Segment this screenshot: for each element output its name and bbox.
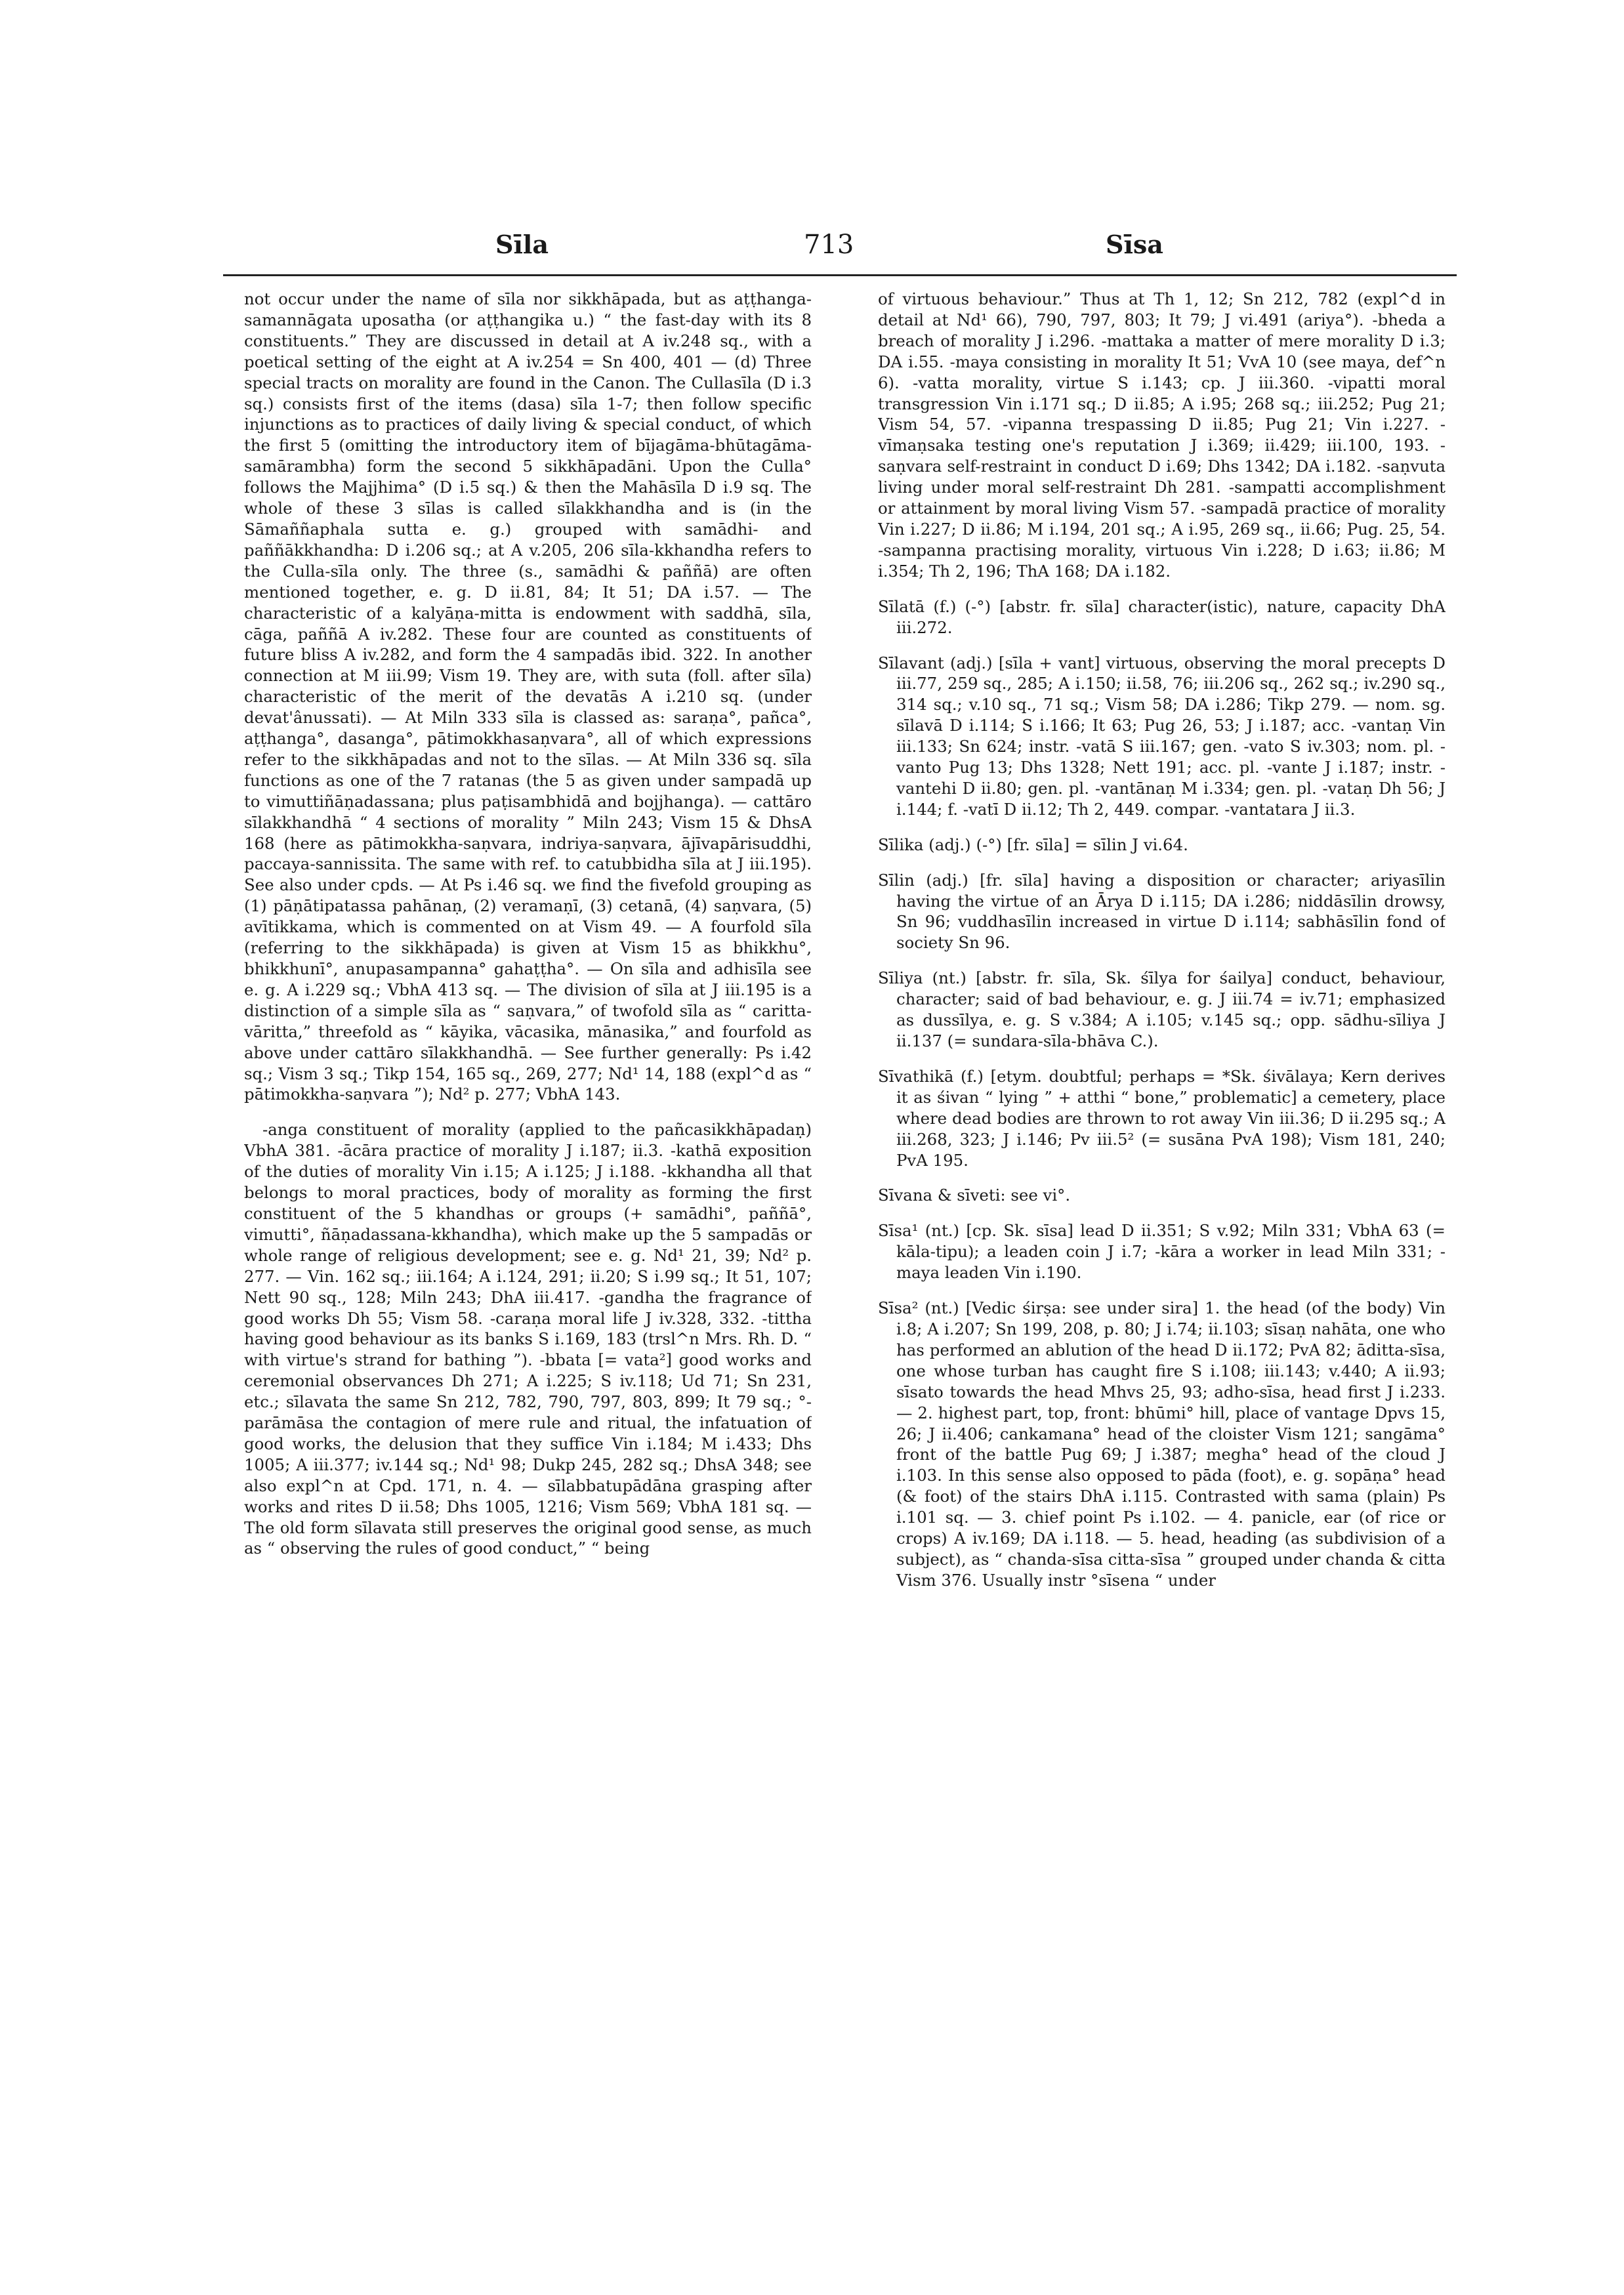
entry-siliya: Sīliya (nt.) [abstr. fr. sīla, Sk. śīlya for śailya] conduct, behaviour, character; said of bad behaviour, e. g. J iii.74 = iv.71; emphasized as dussīlya, e. g. S v.384; A i.105; v.145 sq.; opp. sādhu-sīliya J ii.137 (= sundara-sīla-bhāva C.). <box>878 968 1446 1050</box>
header-rule <box>223 274 1457 276</box>
right-running-headword: Sīsa <box>1106 230 1163 259</box>
entry-continuation: not occur under the name of sīla nor sikkhāpada, but as aṭṭhanga-samannāgata uposatha (or aṭṭhangika u.) “ the fast-day with its 8 constituents.” They are discussed in detail at A iv.248 sq., with a poetical setting of the eight at A iv.254 = Sn 400, 401 — (d) Three special tracts on morality are found in the Canon. The Cullasīla (D i.3 sq.) consists first of the items (dasa) sīla 1-7; then follow specific injunctions as to practices of daily living & special conduct, of which the first 5 (omitting the introductory item of bījagāma-bhūtagāma-samārambha) form the second 5 sikkhāpadāni. Upon the Culla° follows the Majjhima° (D i.5 sq.) & then the Mahāsīla D i.9 sq. The whole of these 3 sīlas is called sīlakkhandha and is (in the Sāmaññaphala sutta e. g.) grouped with samādhi- and paññākkhandha: D i.206 sq.; at A v.205, 206 sīla-kkhandha refers to the Culla-sīla only. The three (s., samādhi & paññā) are often mentioned together, e. g. D ii.81, 84; It 51; DA i.57. — The characteristic of a kalyāṇa-mitta is endowment with saddhā, sīla, cāga, paññā A iv.282. These four are counted as constituents of future bliss A iv.282, and form the 4 sampadās ibid. 322. In another connection at M iii.99; Vism 19. They are, with suta (foll. after sīla) characteristic of the merit of the devatās A i.210 sq. (under devat'ânussati). — At Miln 333 sīla is classed as: saraṇa°, pañca°, aṭṭhanga°, dasanga°, pātimokkhasaṇvara°, all of which expressions refer to the sikkhāpadas and not to the sīlas. — At Miln 336 sq. sīla functions as one of the 7 ratanas (the 5 as given under sampadā up to vimuttiñāṇadassana; plus paṭisambhidā and bojjhanga). — cattāro sīlakkhandhā “ 4 sections of morality ” Miln 243; Vism 15 & DhsA 168 (here as pātimokkha-saṇvara, indriya-saṇvara, ājīvapārisuddhi, paccaya-sannissita. The same with ref. to catubbidha sīla at J iii.195). See also under cpds. — At Ps i.46 sq. we find the fivefold grouping as (1) pāṇātipatassa pahānaṇ, (2) veramaṇī, (3) cetanā, (4) saṇvara, (5) avītikkama, which is commented on at Vism 49. — A fourfold sīla (referring to the sikkhāpada) is given at Vism 15 as bhikkhu°, bhikkhunī°, anupasampanna° gahaṭṭha°. — On sīla and adhisīla see e. g. A i.229 sq.; VbhA 413 sq. — The division of sīla at J iii.195 is a distinction of a simple sīla as “ saṇvara,” of twofold sīla as “ caritta-vāritta,” threefold as “ kāyika, vācasika, mānasika,” and fourfold as above under cattāro sīlakkhandhā. — See further generally: Ps i.42 sq.; Vism 3 sq.; Tikp 154, 165 sq., 269, 277; Nd¹ 14, 188 (expl^d as “ pātimokkha-saṇvara ”); Nd² p. 277; VbhA 143. <box>244 289 812 1104</box>
entry-sivana: Sīvana & sīveti: see vi°. <box>878 1186 1071 1205</box>
left-running-headword: Sīla <box>495 230 549 259</box>
entry-silavant: Sīlavant (adj.) [sīla + vant] virtuous, observing the moral precepts D iii.77, 259 sq., 285; A i.150; ii.58, 76; iii.206 sq., 262 sq.; iv.290 sq., 314 sq.; v.10 sq., 71 sq.; Vism 58; DA i.286; Tikp 279. — nom. sg. sīlavā D i.114; S i.166; It 63; Pug 26, 53; J i.187; acc. -vantaṇ Vin iii.133; Sn 624; instr. -vatā S iii.167; gen. -vato S iv.303; nom. pl. -vanto Pug 13; Dhs 1328; Nett 191; acc. pl. -vante J i.187; instr. -vantehi D ii.80; gen. pl. -vantānaṇ M i.334; gen. pl. -vataṇ Dh 56; J i.144; f. -vatī D ii.12; Th 2, 449. compar. -vantatara J ii.3. <box>878 653 1446 819</box>
entry-silika: Sīlika (adj.) (-°) [fr. sīla] = sīlin J vi.64. <box>878 835 1188 854</box>
compounds-continuation: of virtuous behaviour.” Thus at Th 1, 12; Sn 212, 782 (expl^d in detail at Nd¹ 66), 790, 797, 803; It 79; J vi.491 (ariya°). -bheda a breach of morality J i.296. -mattaka a matter of mere morality D i.3; DA i.55. -maya consisting in morality It 51; VvA 10 (see maya, def^n 6). -vatta morality, virtue S i.143; cp. J iii.360. -vipatti moral transgression Vin i.171 sq.; D ii.85; A i.95; 268 sq.; iii.252; Pug 21; Vism 54, 57. -vipanna trespassing D ii.85; Pug 21; Vin i.227. -vīmaṇsaka testing one's reputation J i.369; ii.429; iii.100, 193. -saṇvara self-restraint in conduct D i.69; Dhs 1342; DA i.182. -saṇvuta living under moral self-restraint Dh 281. -sampatti accomplishment or attainment by moral living Vism 57. -sampadā practice of morality Vin i.227; D ii.86; M i.194, 201 sq.; A i.95, 269 sq., ii.66; Pug. 25, 54. -sampanna practising morality, virtuous Vin i.228; D i.63; ii.86; M i.354; Th 2, 196; ThA 168; DA i.182. <box>878 289 1446 581</box>
entry-sisa-1: Sīsa¹ (nt.) [cp. Sk. sīsa] lead D ii.351; S v.92; Miln 331; VbhA 63 (= kāla-tipu); a leaden coin J i.7; -kāra a worker in lead Miln 331; -maya leaden Vin i.190. <box>878 1221 1446 1283</box>
compounds-paragraph: -anga constituent of morality (applied to the pañcasikkhāpadaṇ) VbhA 381. -ācāra practice of morality J i.187; ii.3. -kathā exposition of the duties of morality Vin i.15; A i.125; J i.188. -kkhandha all that belongs to moral practices, body of morality as forming the first constituent of the 5 khandhas or groups (+ samādhi°, paññā°, vimutti°, ñāṇadassana-kkhandha), which make up the 5 sampadās or whole range of religious development; see e. g. Nd¹ 21, 39; Nd² p. 277. — Vin. 162 sq.; iii.164; A i.124, 291; ii.20; S i.99 sq.; It 51, 107; Nett 90 sq., 128; Miln 243; DhA iii.417. -gandha the fragrance of good works Dh 55; Vism 58. -caraṇa moral life J iv.328, 332. -tittha having good behaviour as its banks S i.169, 183 (trsl^n Mrs. Rh. D. “ with virtue's strand for bathing ”). -bbata [= vata²] good works and ceremonial observances Dh 271; A i.225; S iv.118; Ud 71; Sn 231, etc.; sīlavata the same Sn 212, 782, 790, 797, 803, 899; It 79 sq.; °-parāmāsa the contagion of mere rule and ritual, the infatuation of good works, the delusion that they suffice Vin i.184; M i.433; Dhs 1005; A iii.377; iv.144 sq.; Nd¹ 98; Dukp 245, 282 sq.; DhsA 348; see also expl^n at Cpd. 171, n. 4. — sīlabbatupādāna grasping after works and rites D ii.58; Dhs 1005, 1216; Vism 569; VbhA 181 sq. — The old form sīlavata still preserves the original good sense, as much as “ observing the rules of good conduct,” “ being <box>244 1120 812 1558</box>
right-column <box>878 289 1446 2270</box>
entry-sisa-2: Sīsa² (nt.) [Vedic śirṣa: see under sira] 1. the head (of the body) Vin i.8; A i.207; Sn 199, 208, p. 80; J i.74; ii.103; sīsaṇ nahāta, one who has performed an ablution of the head D ii.172; PvA 82; āditta-sīsa, one whose turban has caught fire S i.108; iii.143; v.440; A ii.93; sīsato towards the head Mhvs 25, 93; adho-sīsa, head first J i.233. — 2. highest part, top, front: bhūmi° hill, place of vantage Dpvs 15, 26; J ii.406; cankamana° head of the cloister Vism 121; sangāma° front of the battle Pug 69; J i.387; megha° head of the cloud J i.103. In this sense also opposed to pāda (foot), e. g. sopāṇa° head (& foot) of the stairs DhA i.115. Contrasted with sama (plain) Ps i.101 sq. — 3. chief point Ps i.102. — 4. panicle, ear (of rice or crops) A iv.169; DA i.118. — 5. head, heading (as subdivision of a subject), as “ chanda-sīsa citta-sīsa ” grouped under chanda & citta Vism 376. Usually instr °sīsena “ under <box>878 1298 1446 1590</box>
page-number: 713 <box>804 230 854 260</box>
entry-sivathika: Sīvathikā (f.) [etym. doubtful; perhaps = *Sk. śivālaya; Kern derives it as śivan “ lying ” + atthi “ bone,” problematic] a cemetery, place where dead bodies are thrown to rot away Vin iii.36; D ii.295 sq.; A iii.268, 323; J i.146; Pv iii.5² (= susāna PvA 198); Vism 181, 240; PvA 195. <box>878 1066 1446 1170</box>
left-column <box>244 289 812 2270</box>
entry-silin: Sīlin (adj.) [fr. sīla] having a disposition or character; ariyasīlin having the virtue of an Ārya D i.115; DA i.286; niddāsīlin drowsy, Sn 96; vuddhasīlin increased in virtue D i.114; sabhāsīlin fond of society Sn 96. <box>878 870 1446 953</box>
entry-silata: Sīlatā (f.) (-°) [abstr. fr. sīla] character(istic), nature, capacity DhA iii.272. <box>878 596 1446 637</box>
